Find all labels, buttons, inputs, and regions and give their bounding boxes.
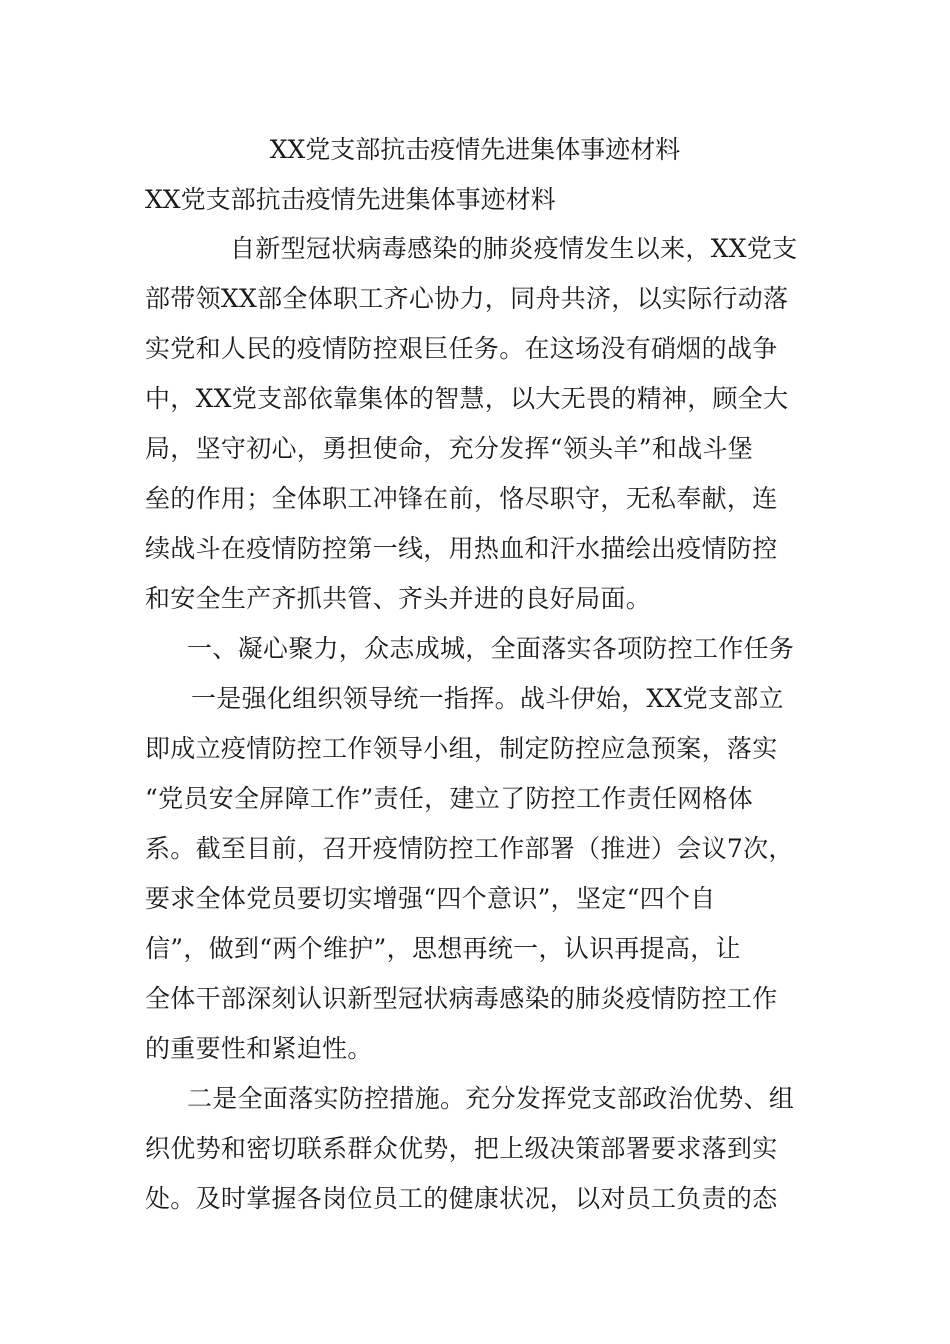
text-line: 要求全体党员要切实增强“四个意识”，坚定“四个自 (145, 884, 716, 913)
section-heading: 一、凝心聚力，众志成城，全面落实各项防控工作任务 (187, 634, 795, 663)
text-line: 系。截至目前，召开疫情防控工作部署（推进）会议7次， (145, 834, 794, 863)
text-line: 处。及时掌握各岗位员工的健康状况，以对员工负责的态 (145, 1184, 778, 1213)
text-line: 二是全面落实防控措施。充分发挥党支部政治优势、组 (187, 1084, 795, 1113)
text-line: 自新型冠状病毒感染的肺炎疫情发生以来，XX党支 (230, 234, 798, 263)
text-line: 续战斗在疫情防控第一线，用热血和汗水描绘出疫情防控 (145, 534, 778, 563)
text-line: 一是强化组织领导统一指挥。战斗伊始，XX党支部立 (191, 684, 784, 713)
text-line: “党员安全屏障工作”责任，建立了防控工作责任网格体 (145, 784, 754, 813)
text-line: 信”，做到“两个维护”，思想再统一，认识再提高，让 (145, 934, 741, 963)
text-line: 部带领XX部全体职工齐心协力，同舟共济，以实际行动落 (145, 284, 789, 313)
document-subtitle: XX党支部抗击疫情先进集体事迹材料 (145, 185, 556, 214)
text-line: 全体干部深刻认识新型冠状病毒感染的肺炎疫情防控工作 (145, 984, 778, 1013)
text-line: 织优势和密切联系群众优势，把上级决策部署要求落到实 (145, 1134, 778, 1163)
text-line: 即成立疫情防控工作领导小组，制定防控应急预案，落实 (145, 734, 778, 763)
document-title: XX党支部抗击疫情先进集体事迹材料 (269, 135, 681, 164)
text-line: 实党和人民的疫情防控艰巨任务。在这场没有硝烟的战争 (145, 334, 778, 363)
text-line: 中，XX党支部依靠集体的智慧，以大无畏的精神，顾全大 (145, 384, 789, 413)
text-line: 和安全生产齐抓共管、齐头并进的良好局面。 (145, 584, 652, 613)
text-line: 局，坚守初心，勇担使命，充分发挥“领头羊”和战斗堡 (145, 434, 754, 463)
text-line: 的重要性和紧迫性。 (145, 1034, 373, 1063)
text-line: 垒的作用；全体职工冲锋在前，恪尽职守，无私奉献，连 (145, 484, 778, 513)
